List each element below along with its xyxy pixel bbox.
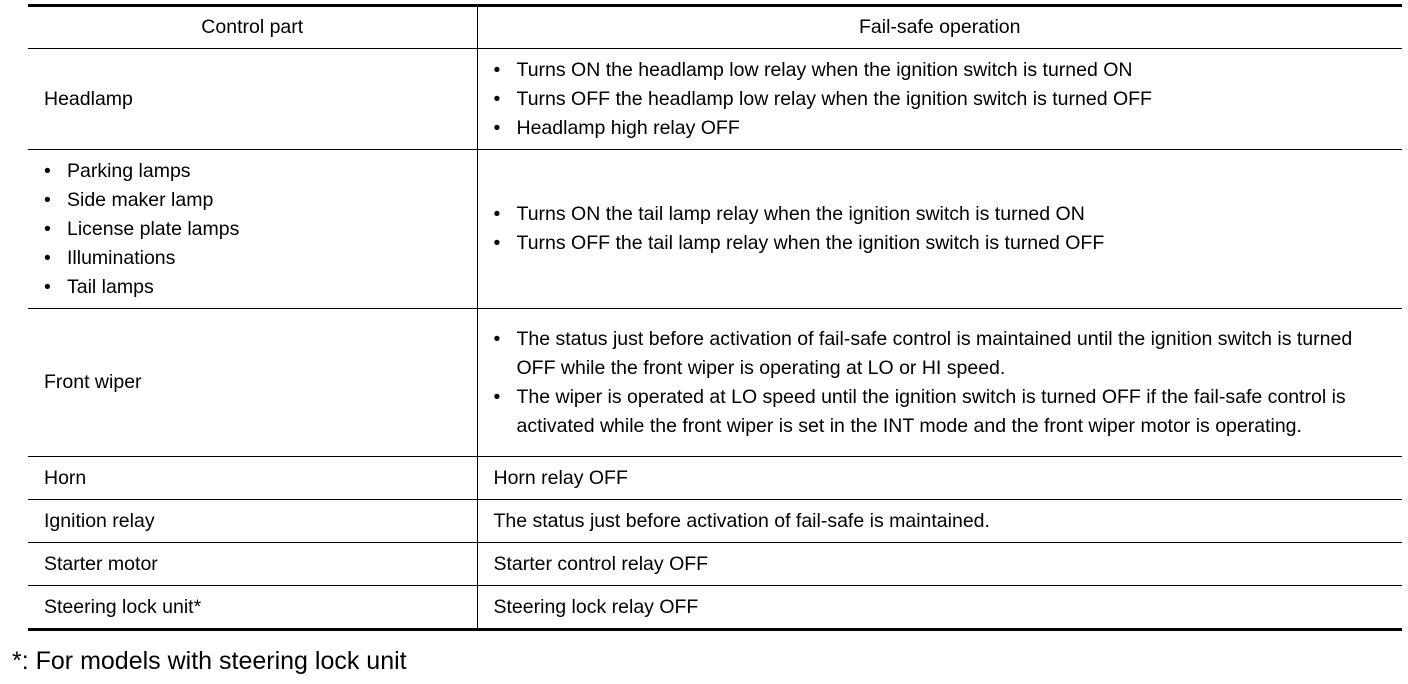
operation-list: [494, 200, 1395, 258]
operation-item: • Turns OFF the headlamp low relay when the ignition switch is turned OFF: [494, 85, 1395, 114]
control-part-text: Front wiper: [44, 371, 142, 393]
table-row: [28, 150, 1402, 309]
control-part-item: • License plate lamps: [44, 215, 469, 244]
table-row: [28, 500, 1402, 543]
operation-item: • Turns ON the headlamp low relay when the ignition switch is turned ON: [494, 56, 1395, 85]
control-part-list: [44, 157, 469, 302]
operation-item: • Turns OFF the tail lamp relay when the ignition switch is turned OFF: [494, 229, 1395, 258]
table-row: [28, 457, 1402, 500]
fail-safe-operation-cell: Starter control relay OFF: [477, 543, 1402, 586]
operation-item: • Headlamp high relay OFF: [494, 114, 1395, 143]
control-part-text: Headlamp: [44, 87, 133, 110]
control-part-item: • Parking lamps: [44, 157, 469, 186]
control-part-item: • Side maker lamp: [44, 186, 469, 215]
operation-item: • The wiper is operated at LO speed until the ignition switch is turned OFF if the fail-safe control is activated while the front wiper is set in the INT mode and the front wiper motor is operating.: [494, 383, 1395, 441]
control-part-cell: Horn: [28, 457, 477, 500]
table-row: [28, 49, 1402, 150]
table-header-row: [28, 6, 1402, 49]
operation-item: • The status just before activation of fail-safe control is maintained until the ignition switch is turned OFF while the front wiper is operating at LO or HI speed.: [494, 325, 1395, 383]
fail-safe-operation-cell: [477, 150, 1402, 309]
fail-safe-operation-cell: [477, 49, 1402, 150]
fail-safe-table: [28, 4, 1402, 631]
control-part-cell: Starter motor: [28, 543, 477, 586]
control-part-item: • Illuminations: [44, 244, 469, 273]
header-fail-safe-operation: Fail-safe operation: [477, 6, 1402, 49]
control-part-cell: [28, 309, 477, 457]
header-control-part: Control part: [28, 6, 477, 49]
control-part-cell: Ignition relay: [28, 500, 477, 543]
control-part-cell: Steering lock unit*: [28, 586, 477, 630]
table-row: [28, 309, 1402, 457]
table-row: [28, 543, 1402, 586]
operation-list: [494, 325, 1395, 441]
fail-safe-operation-cell: Steering lock relay OFF: [477, 586, 1402, 630]
control-part-item: • Tail lamps: [44, 273, 469, 302]
control-part-cell: [28, 49, 477, 150]
operation-item: • Turns ON the tail lamp relay when the ignition switch is turned ON: [494, 200, 1395, 229]
control-part-cell: [28, 150, 477, 309]
footnote: *: For models with steering lock unit: [12, 647, 407, 675]
operation-list: [494, 56, 1395, 143]
fail-safe-operation-cell: The status just before activation of fail-safe is maintained.: [477, 500, 1402, 543]
fail-safe-operation-cell: [477, 309, 1402, 457]
table-row: [28, 586, 1402, 630]
fail-safe-operation-cell: Horn relay OFF: [477, 457, 1402, 500]
